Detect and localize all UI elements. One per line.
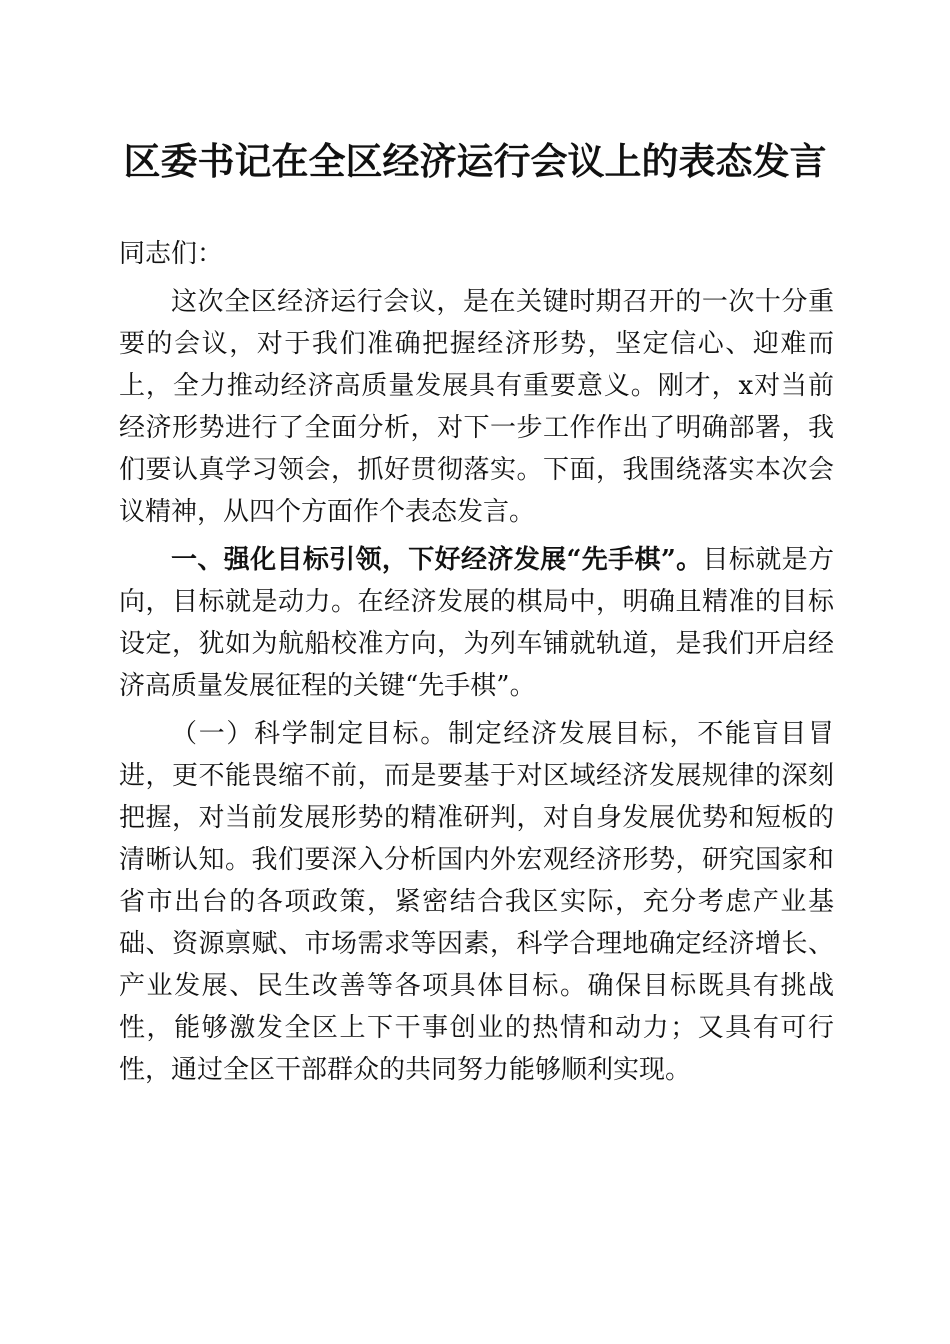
section-1-heading: 一、强化目标引领，下好经济发展“先手棋”。 [171, 545, 703, 575]
subsection-1-text: 制定经济发展目标，不能盲目冒进，更不能畏缩不前，而是要基于对区域经济发展规律的深刻把握，对当前发展形势的精准研判，对自身发展优势和短板的清晰认知。我们要深入分析国内外宏观经济形势，研究国家和省市出台的各项政策，紧密结合我区实际，充分考虑产业基础、资源禀赋、市场需求等因素，科学合理地确定经济增长、产业发展、民生改善等各项具体目标。确保目标既具有挑战性，能够激发全区上下干事创业的热情和动力；又具有可行性，通过全区干部群众的共同努力能够顺利实现。 [119, 719, 834, 1085]
subsection-1-paragraph [119, 713, 834, 1091]
document-title: 区委书记在全区经济运行会议上的表态发言 [123, 139, 827, 183]
section-1-text: 目标就是方向，目标就是动力。在经济发展的棋局中，明确且精准的目标设定，犹如为航船校准方向，为列车铺就轨道，是我们开启经济高质量发展征程的关键“先手棋”。 [119, 545, 834, 701]
subsection-1-heading: （一）科学制定目标。 [171, 719, 448, 749]
section-1-paragraph [119, 539, 834, 707]
salutation: 同志们： [119, 239, 224, 269]
intro-paragraph: 这次全区经济运行会议，是在关键时期召开的一次十分重要的会议，对于我们准确把握经济形势，坚定信心、迎难而上，全力推动经济高质量发展具有重要意义。刚才，x对当前经济形势进行了全面分析，对下一步工作作出了明确部署，我们要认真学习领会，抓好贯彻落实。下面，我围绕落实本次会议精神，从四个方面作个表态发言。 [119, 287, 834, 527]
document-body [119, 233, 834, 1091]
